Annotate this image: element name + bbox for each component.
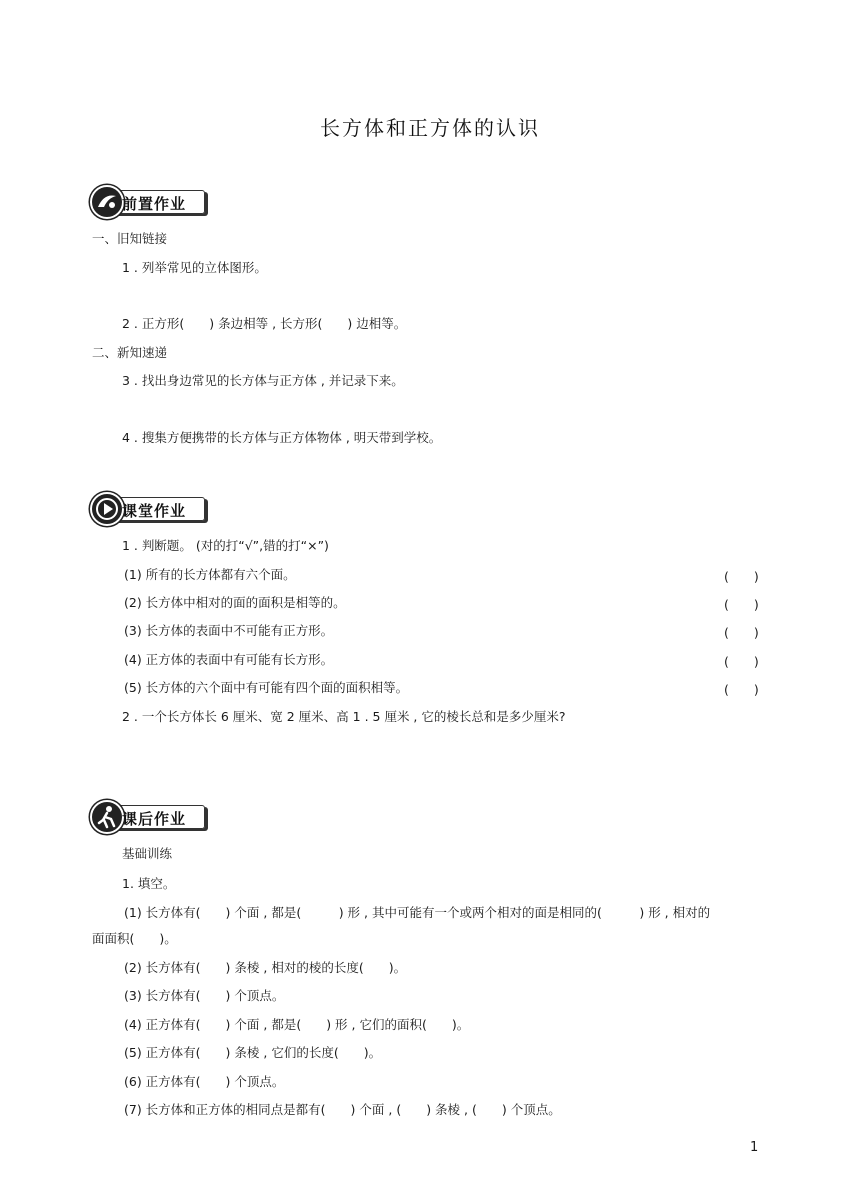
fill-item-1: (1) 长方体有( ) 个面 , 都是( ) 形 , 其中可能有一个或两个相对的面是相同的( ) 形 , 相对的 xyxy=(124,905,711,920)
fill-item: (5) 正方体有( ) 条棱 , 它们的长度( )。 xyxy=(124,1045,382,1060)
class-work-banner xyxy=(88,491,208,523)
swoosh-icon xyxy=(90,185,124,219)
answer-paren: ( ) xyxy=(724,569,759,584)
class-work-title: 课堂作业 xyxy=(122,502,187,520)
page-title: 长方体和正方体的认识 xyxy=(320,116,540,140)
fill-item: (2) 长方体有( ) 条棱 , 相对的棱的长度( )。 xyxy=(124,960,407,975)
pre-work-title: 前置作业 xyxy=(122,195,187,213)
pre-q2: 2 . 正方形( ) 条边相等 , 长方形( ) 边相等。 xyxy=(122,316,407,331)
class-q1: 1 . 判断题。 (对的打“√”,错的打“×”) xyxy=(122,538,329,553)
judge-item: (1) 所有的长方体都有六个面。 xyxy=(124,567,296,582)
fill-item: (7) 长方体和正方体的相同点是都有( ) 个面 , ( ) 条棱 , ( ) 个顶点。 xyxy=(124,1102,561,1117)
after-work-banner xyxy=(88,799,208,831)
fill-item: (6) 正方体有( ) 个顶点。 xyxy=(124,1074,285,1089)
judge-item: (4) 正方体的表面中有可能有长方形。 xyxy=(124,652,334,667)
play-icon xyxy=(90,492,124,526)
judge-item: (5) 长方体的六个面中有可能有四个面的面积相等。 xyxy=(124,680,409,695)
judge-item: (3) 长方体的表面中不可能有正方形。 xyxy=(124,623,334,638)
pre-q1: 1 . 列举常见的立体图形。 xyxy=(122,260,267,275)
fill-item-1-cont: 面面积( )。 xyxy=(92,931,177,946)
answer-paren: ( ) xyxy=(724,597,759,612)
part2-heading: 二、新知速递 xyxy=(92,345,168,360)
pre-q3: 3 . 找出身边常见的长方体与正方体 , 并记录下来。 xyxy=(122,373,404,388)
after-q1: 1. 填空。 xyxy=(122,876,176,891)
fill-item: (3) 长方体有( ) 个顶点。 xyxy=(124,988,285,1003)
runner-icon xyxy=(90,800,124,834)
pre-work-banner xyxy=(88,184,208,216)
after-work-title: 课后作业 xyxy=(122,810,187,828)
answer-paren: ( ) xyxy=(724,682,759,697)
page-number: 1 xyxy=(750,1140,759,1155)
answer-paren: ( ) xyxy=(724,654,759,669)
part1-heading: 一、旧知链接 xyxy=(92,231,168,246)
judge-item: (2) 长方体中相对的面的面积是相等的。 xyxy=(124,595,346,610)
after-subheading: 基础训练 xyxy=(122,846,173,861)
pre-q4: 4 . 搜集方便携带的长方体与正方体物体 , 明天带到学校。 xyxy=(122,430,442,445)
class-q2: 2 . 一个长方体长 6 厘米、宽 2 厘米、高 1 . 5 厘米 , 它的棱长总和是多少厘米? xyxy=(122,709,566,724)
fill-item: (4) 正方体有( ) 个面 , 都是( ) 形 , 它们的面积( )。 xyxy=(124,1017,470,1032)
answer-paren: ( ) xyxy=(724,625,759,640)
